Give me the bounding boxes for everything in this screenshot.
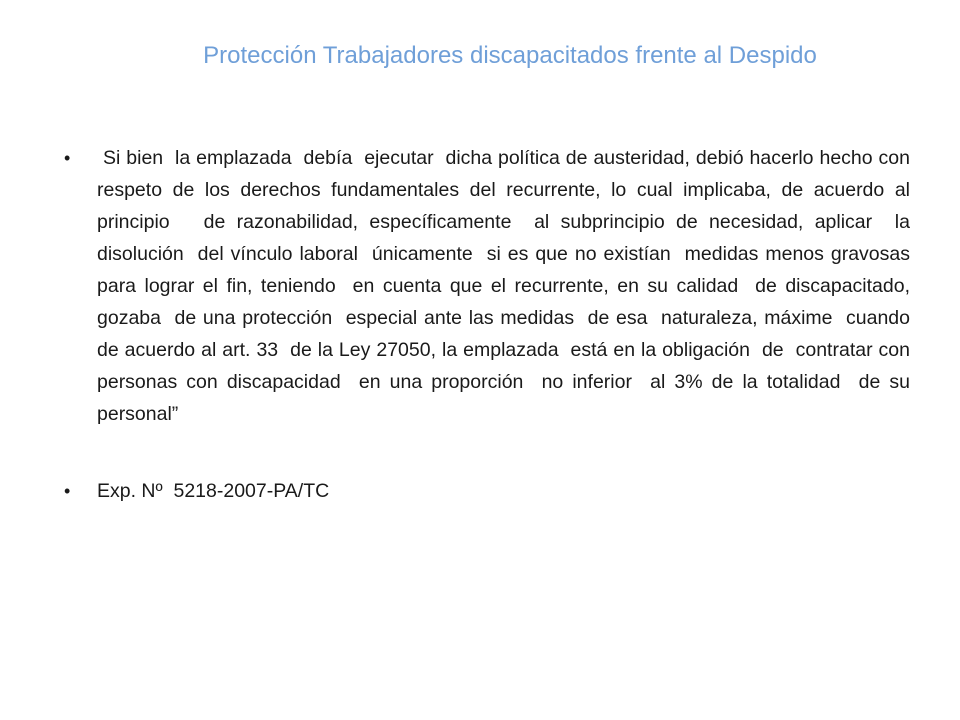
bullet-marker: • <box>64 148 71 168</box>
bullet-marker: • <box>64 481 71 501</box>
bullet-list <box>64 142 921 507</box>
bullet-item-reference <box>64 475 910 507</box>
slide-title: Protección Trabajadores discapacitados frente al Despido <box>203 42 817 69</box>
bullet-item-quote <box>64 142 921 430</box>
bullet-text: Si bien la emplazada debía ejecutar dicha política de austeridad, debió hacerlo hecho con respeto de los derechos fundamentales del recurrente, lo cual implicaba, de acuerdo al principio de razonabilidad, específicamente al subprincipio de necesidad, aplicar la disolución del vínculo laboral únicamente si es que no existían medidas menos gravosas para lograr el fin, teniendo en cuenta que el recurrente, en su calidad de discapacitado, gozaba de una protección especial ante las medidas de esa naturaleza, máxime cuando de acuerdo al art. 33 de la Ley 27050, la emplazada está en la obligación de contratar con personas con discapacidad en una proporción no inferior al 3% de la totalidad de su personal” <box>97 147 921 425</box>
case-reference: Exp. Nº 5218-2007-PA/TC <box>97 480 330 502</box>
